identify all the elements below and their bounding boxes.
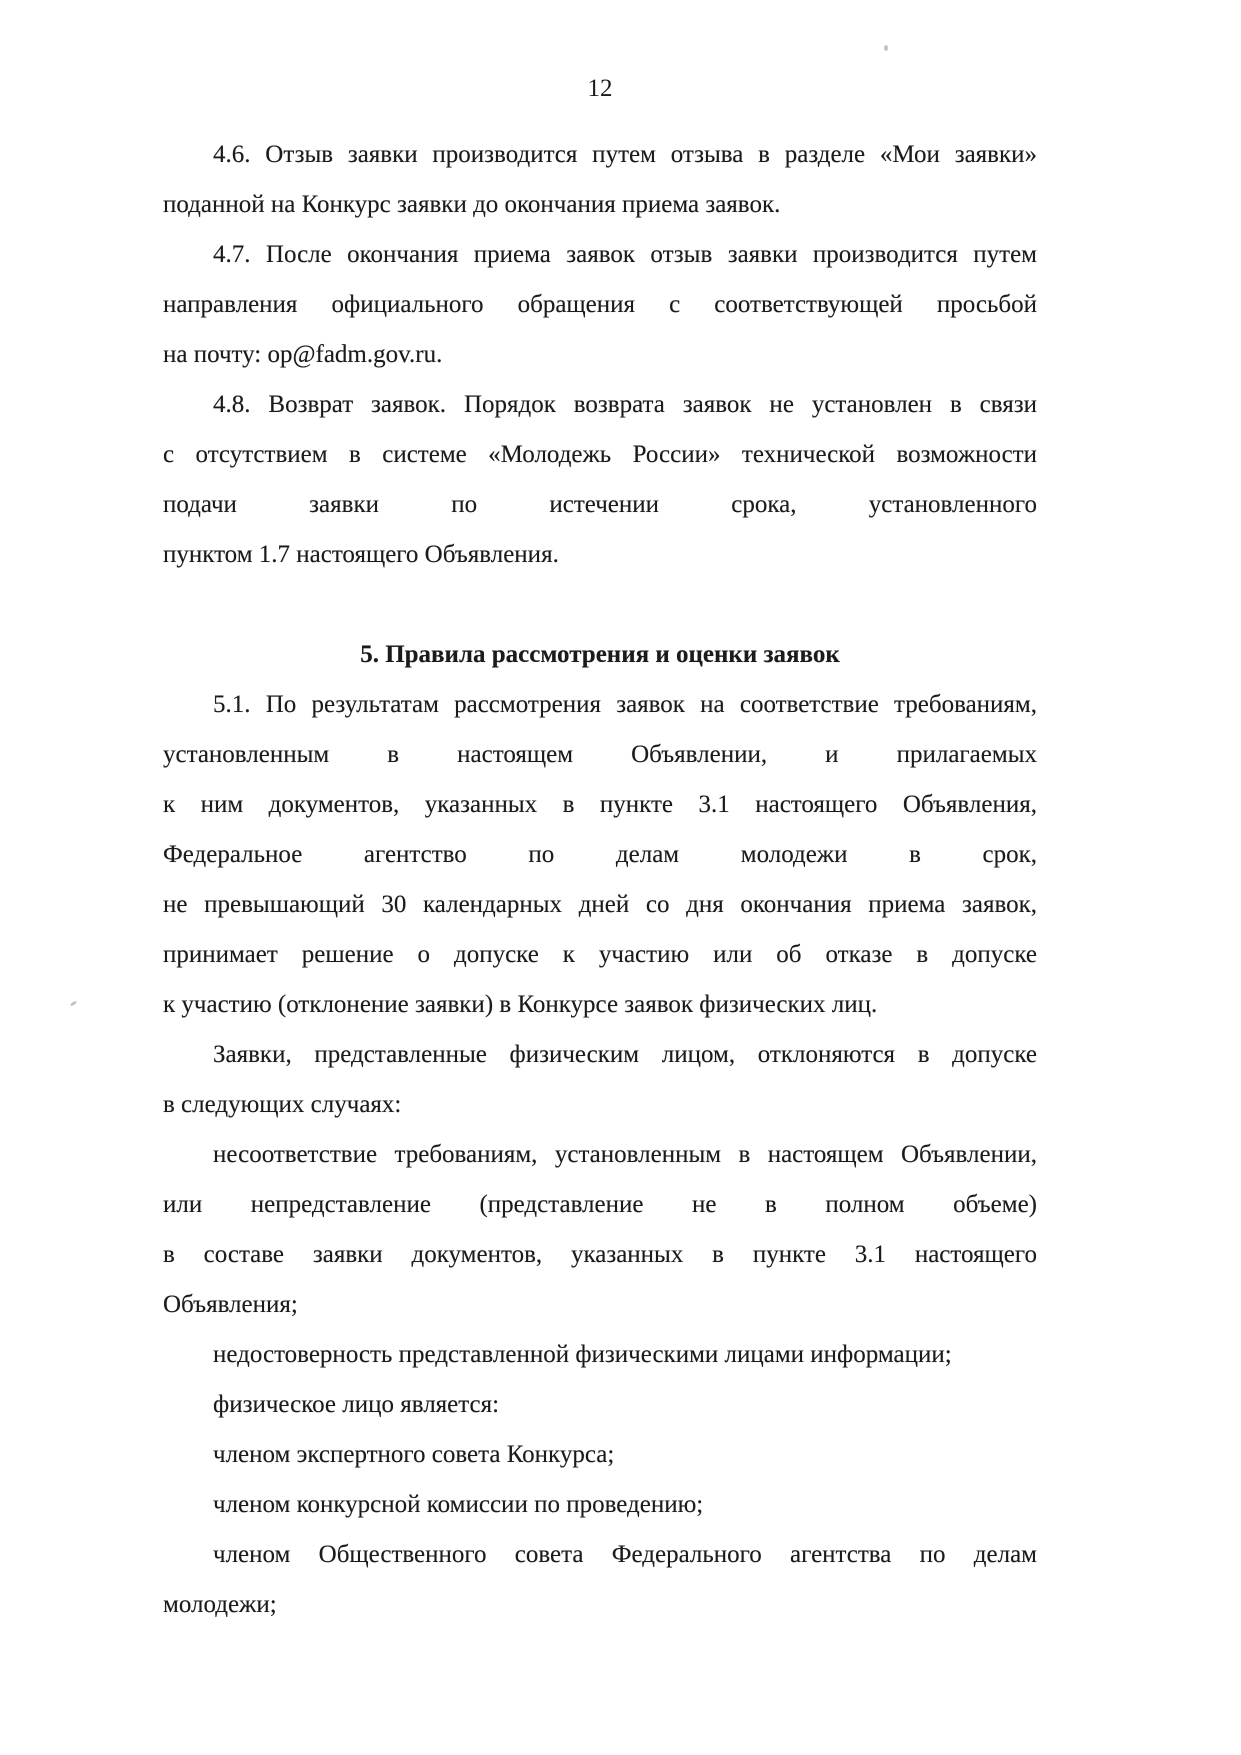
- text-line: 4.8. Возврат заявок. Порядок возврата заявок не установлен в связи: [213, 391, 1037, 418]
- text-line: с отсутствием в системе «Молодежь России» технической возможности: [163, 441, 1037, 468]
- paragraph-5-1: [163, 680, 1037, 1030]
- text-line: недостоверность представленной физическими лицами информации;: [213, 1341, 952, 1368]
- text-line: 5.1. По результатам рассмотрения заявок на соответствие требованиям,: [213, 691, 1037, 718]
- text-line: направления официального обращения с соответствующей просьбой: [163, 291, 1037, 318]
- scan-artifact: [70, 1000, 77, 1006]
- paragraph-4-8: [163, 380, 1037, 580]
- paragraph-case-2: [163, 1330, 1037, 1380]
- paragraph-4-7: [163, 230, 1037, 380]
- text-line: Объявления;: [163, 1291, 298, 1318]
- text-line: или непредставление (представление не в полном объеме): [163, 1191, 1037, 1218]
- text-line: членом конкурсной комиссии по проведению;: [213, 1491, 704, 1518]
- text-line: в следующих случаях:: [163, 1091, 402, 1118]
- text-line: несоответствие требованиям, установленным в настоящем Объявлении,: [213, 1141, 1037, 1168]
- scan-artifact: [884, 45, 888, 51]
- paragraph-case-6: [163, 1530, 1037, 1630]
- text-line: к ним документов, указанных в пункте 3.1 настоящего Объявления,: [163, 791, 1037, 818]
- text-line: молодежи;: [163, 1591, 277, 1618]
- text-line: членом Общественного совета Федерального агентства по делам: [213, 1541, 1037, 1568]
- text-line: установленным в настоящем Объявлении, и прилагаемых: [163, 741, 1037, 768]
- paragraph-case-4: [163, 1430, 1037, 1480]
- paragraph-reject-intro: [163, 1030, 1037, 1130]
- text-line: Заявки, представленные физическим лицом, отклоняются в допуске: [213, 1041, 1037, 1068]
- text-line: не превышающий 30 календарных дней со дня окончания приема заявок,: [163, 891, 1037, 918]
- text-line: 4.6. Отзыв заявки производится путем отзыва в разделе «Мои заявки»: [213, 141, 1037, 168]
- text-line: пунктом 1.7 настоящего Объявления.: [163, 541, 559, 568]
- text-line: Федеральное агентство по делам молодежи в срок,: [163, 841, 1037, 868]
- paragraph-4-6: [163, 130, 1037, 230]
- text-line: 4.7. После окончания приема заявок отзыв заявки производится путем: [213, 241, 1037, 268]
- page-number: 12: [587, 75, 613, 102]
- text-line: в составе заявки документов, указанных в пункте 3.1 настоящего: [163, 1241, 1037, 1268]
- text-line: поданной на Конкурс заявки до окончания приема заявок.: [163, 191, 781, 218]
- text-line: на почту: op@fadm.gov.ru.: [163, 341, 443, 368]
- paragraph-case-5: [163, 1480, 1037, 1530]
- text-line: к участию (отклонение заявки) в Конкурсе заявок физических лиц.: [163, 991, 878, 1018]
- blank-line: [163, 580, 1037, 630]
- text-line: физическое лицо является:: [213, 1391, 500, 1418]
- text-line: членом экспертного совета Конкурса;: [213, 1441, 615, 1468]
- document-body: [163, 130, 1037, 1630]
- section-5-heading: 5. Правила рассмотрения и оценки заявок: [360, 641, 840, 668]
- text-line: принимает решение о допуске к участию или об отказе в допуске: [163, 941, 1037, 968]
- paragraph-case-3: [163, 1380, 1037, 1430]
- text-line: подачи заявки по истечении срока, установленного: [163, 491, 1037, 518]
- paragraph-case-1: [163, 1130, 1037, 1330]
